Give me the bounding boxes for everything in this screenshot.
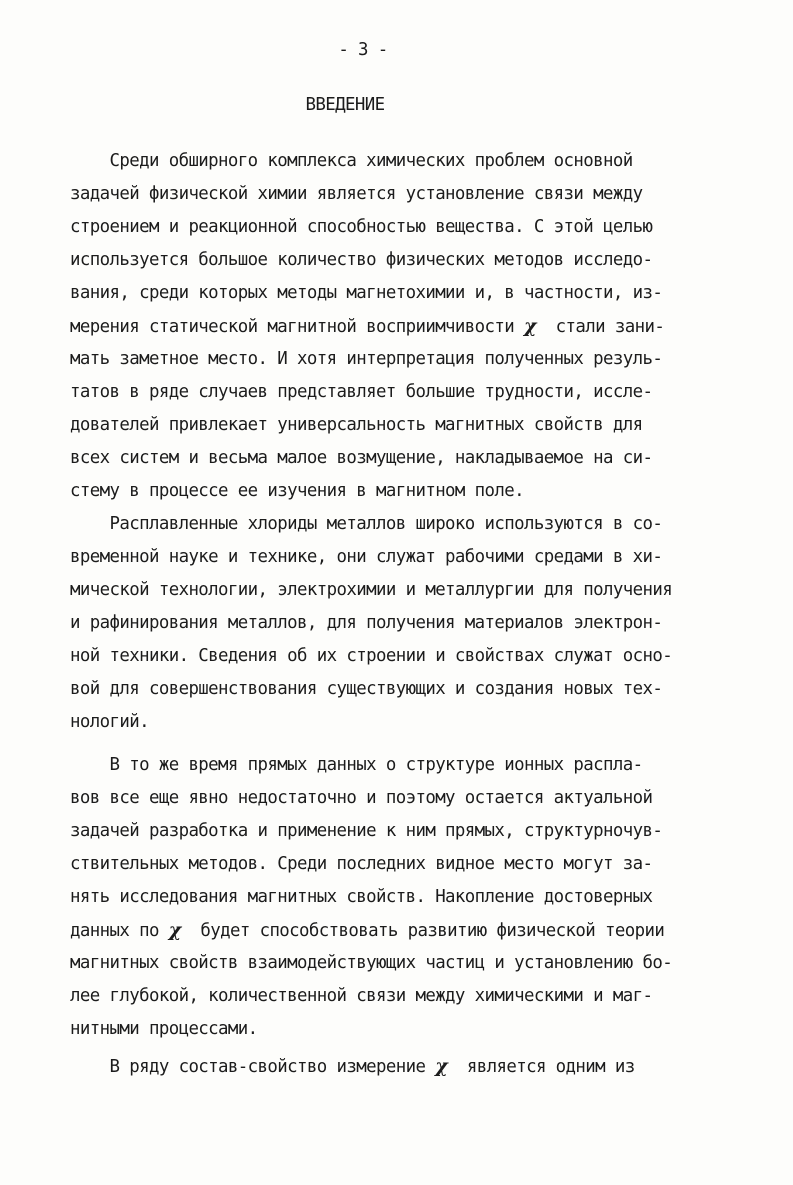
text-segment: магнитных свойств взаимодействующих частиц и установлению бо- [70,953,673,973]
text-segment: вов все еще явно недостаточно и поэтому остается актуальной [70,788,653,808]
text-segment: дователей привлекает универсальность магнитных свойств для [70,415,643,435]
chi-symbol: χ [168,919,181,941]
text-segment: Среди обширного комплекса химических проблем основной [70,151,633,171]
text-segment: задачей физической химии является установление связи между [70,184,643,204]
section-heading: ВВЕДЕНИЕ [305,95,385,115]
text-line [70,145,633,178]
page-number: - 3 - [338,40,388,60]
text-segment: данных по [70,921,169,941]
text-line [70,706,149,739]
text-segment: и рафинирования металлов, для получения материалов электрон- [70,613,663,633]
text-segment: В то же время прямых данных о структуре ионных распла- [70,755,643,775]
text-line [70,211,652,244]
text-line [70,673,662,706]
chi-symbol: χ [435,1055,448,1077]
text-segment: лее глубокой, количественной связи между химическими и маг- [70,986,653,1006]
text-segment: мать заметное место. И хотя интерпретация полученных резуль- [70,349,663,369]
text-line [70,1013,258,1046]
text-line [70,914,664,947]
text-line [70,541,662,574]
text-line [70,178,642,211]
text-segment: нять исследования магнитных свойств. Накопление достоверных [70,887,653,907]
text-segment: ствительных методов. Среди последних видное место могут за- [70,854,653,874]
text-segment: нологий. [70,712,149,732]
text-segment: стали зани- [535,317,665,337]
text-line [70,409,642,442]
text-line [70,244,652,277]
text-line [70,607,662,640]
text-line [70,442,652,475]
text-segment: используется большое количество физических методов исследо- [70,250,653,270]
text-line [70,310,664,343]
text-segment: задачей разработка и применение к ним прямых, структурночув- [70,821,663,841]
text-segment: Расплавленные хлориды металлов широко используются в со- [70,514,663,534]
text-line [70,815,662,848]
text-line [70,640,672,673]
text-line [70,749,642,782]
text-segment: временной науке и технике, они служат рабочими средами в хи- [70,547,663,567]
text-segment: стему в процессе ее изучения в магнитном поле. [70,481,525,501]
text-segment: мической технологии, электрохимии и металлургии для получения [70,580,673,600]
text-segment: татов в ряде случаев представляет большие трудности, иссле- [70,382,653,402]
text-line [70,1050,635,1083]
text-segment: строением и реакционной способностью вещества. С этой целью [70,217,653,237]
text-line [70,475,524,508]
text-line [70,980,652,1013]
text-line [70,947,672,980]
text-line [70,343,662,376]
text-segment: ной техники. Сведения об их строении и свойствах служат осно- [70,646,673,666]
text-line [70,277,662,310]
text-segment: вания, среди которых методы магнетохимии и, в частности, из- [70,283,663,303]
text-segment: будет способствовать развитию физической теории [180,921,665,941]
text-line [70,881,652,914]
text-line [70,574,672,607]
text-segment: является одним из [447,1057,635,1077]
text-line [70,508,662,541]
text-line [70,848,652,881]
text-segment: всех систем и весьма малое возмущение, накладываемое на си- [70,448,653,468]
text-segment: вой для совершенствования существующих и создания новых тех- [70,679,663,699]
chi-symbol: χ [524,315,536,337]
text-segment: нитными процессами. [70,1019,258,1039]
text-line [70,782,652,815]
text-segment: мерения статической магнитной восприимчивости [70,317,525,337]
text-segment: В ряду состав-свойство измерение [70,1057,436,1077]
text-line [70,376,652,409]
